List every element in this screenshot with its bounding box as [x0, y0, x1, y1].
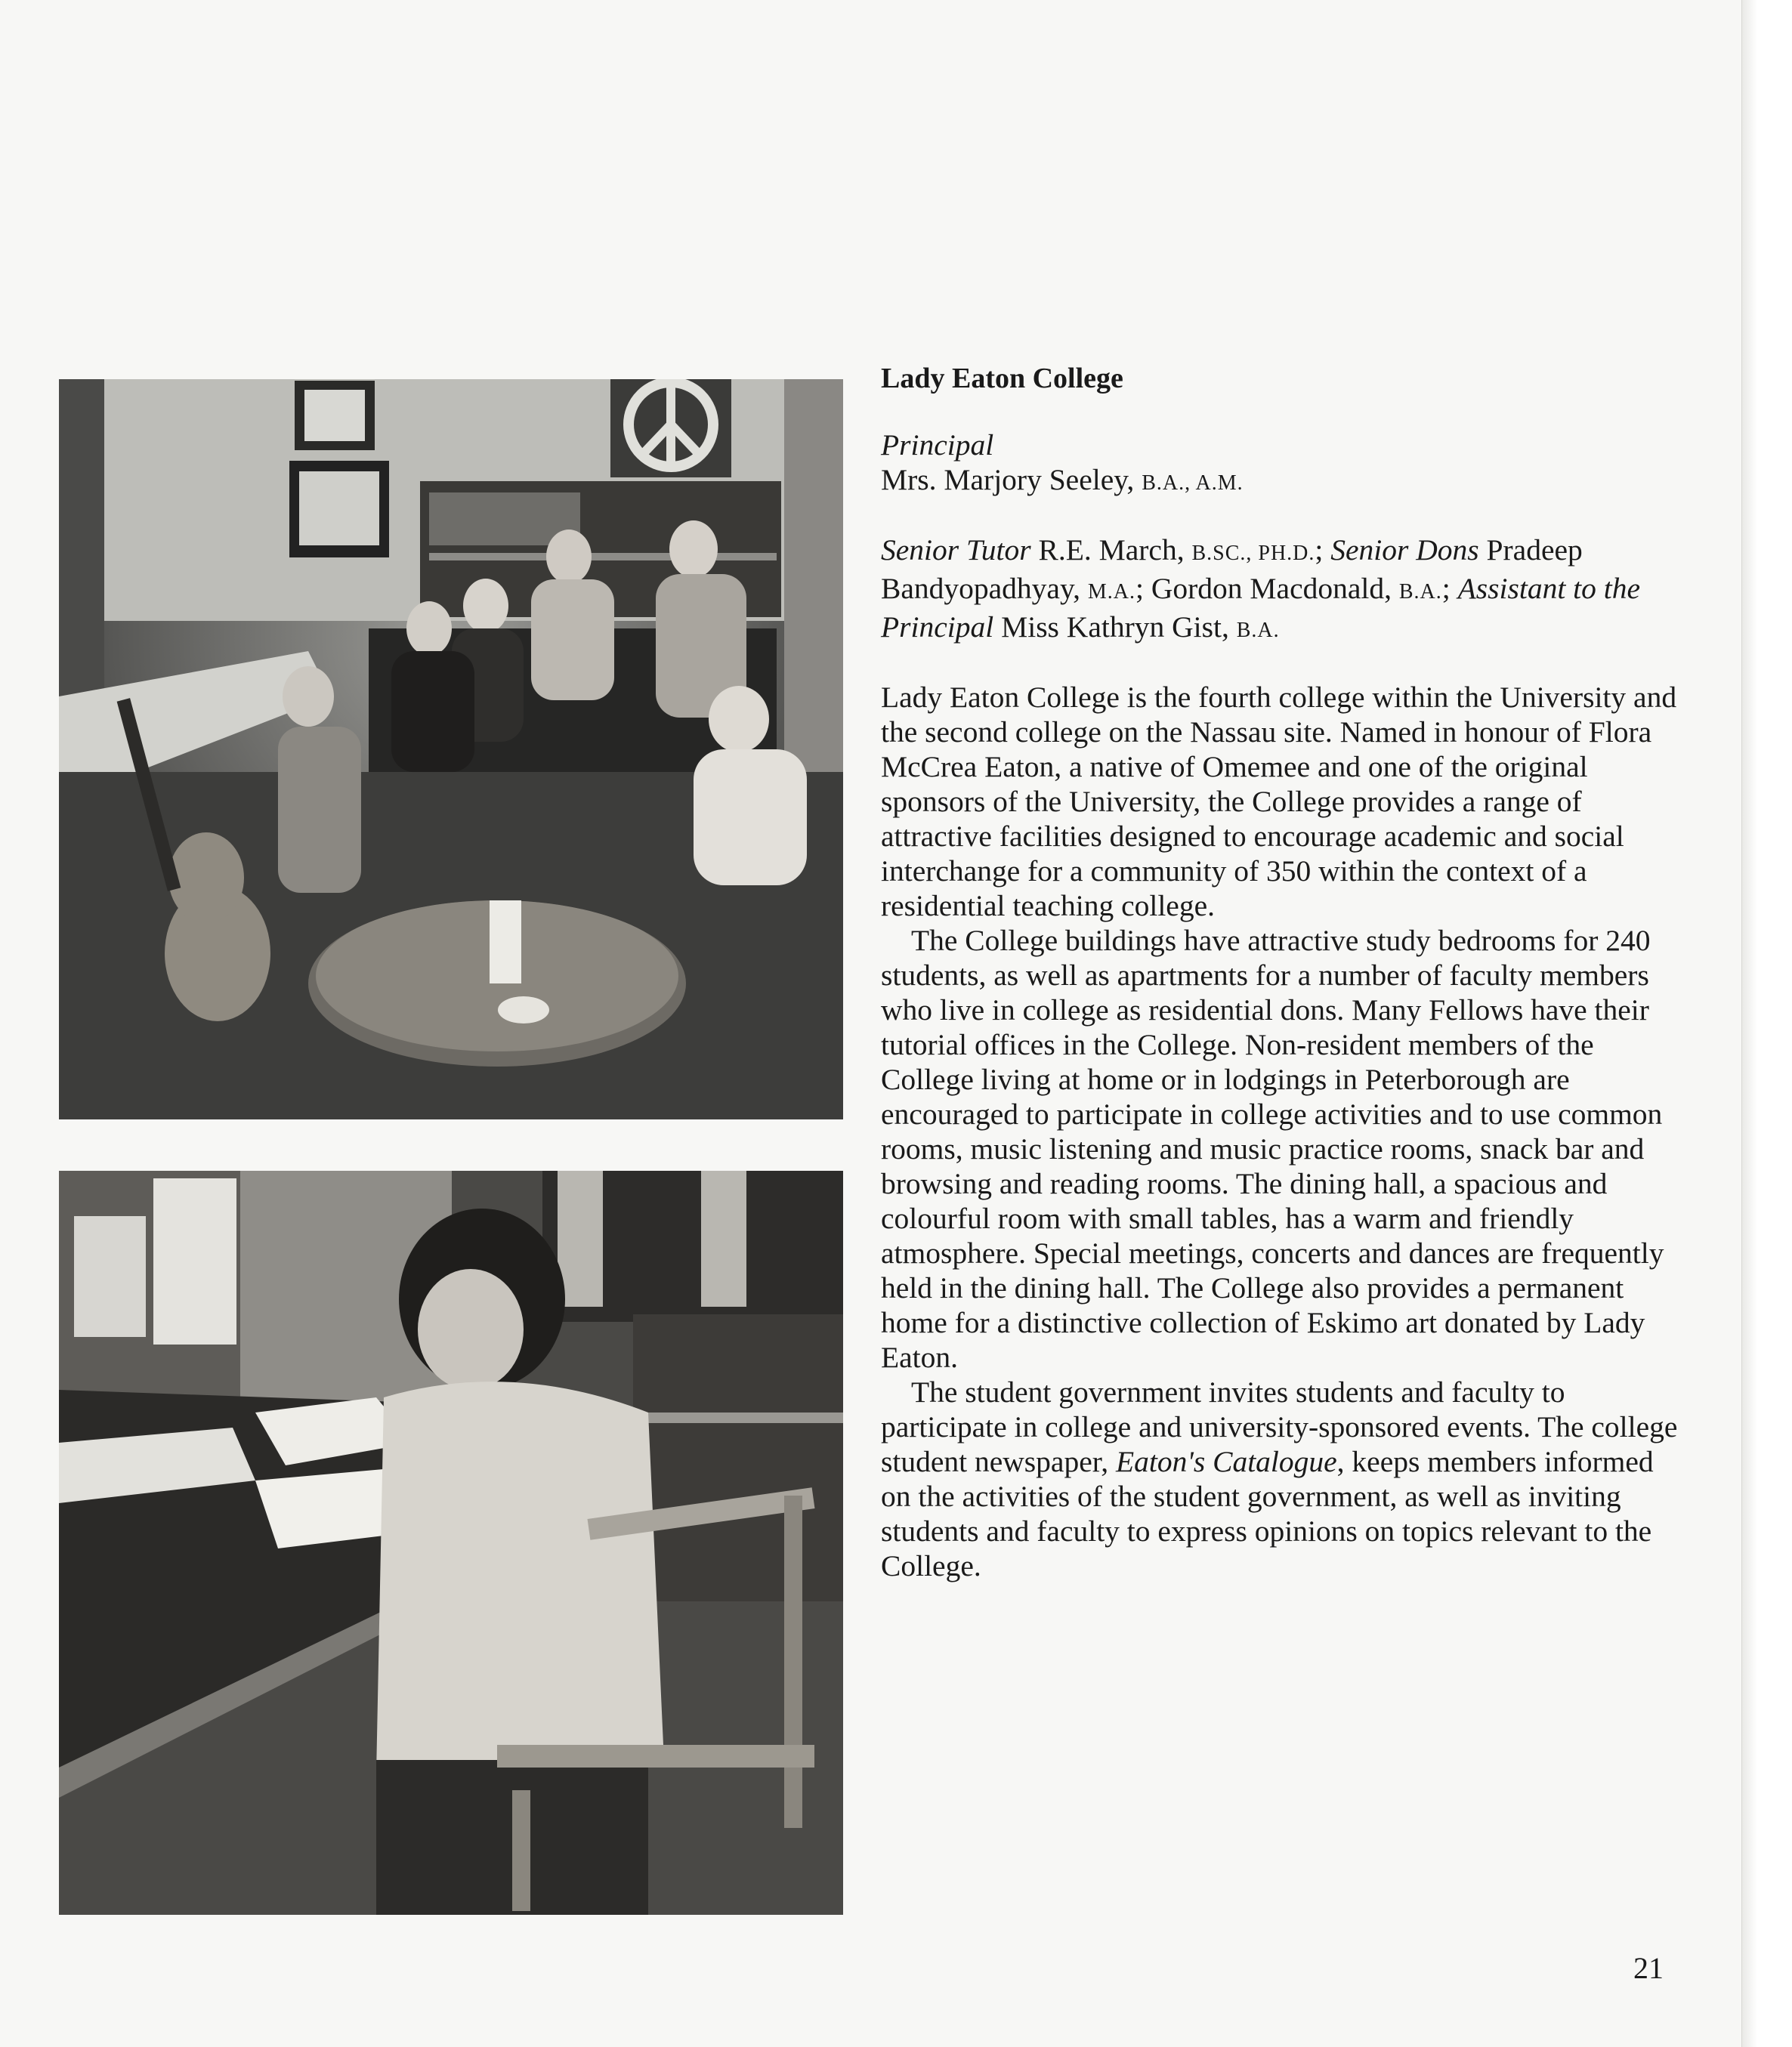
- student-desk-photo: [59, 1171, 843, 1915]
- newspaper-title: Eaton's Catalogue: [1116, 1445, 1337, 1478]
- principal-line: [881, 462, 1678, 501]
- don-degrees: B.A.: [1398, 580, 1442, 604]
- body-paragraph-1: Lady Eaton College is the fourth college within the University and the second college on the Nassau site. Named in honour of Flora McCrea Eaton, a native of Omemee and one of the original sponsors of the University, the College provides a range of attractive facilities designed to encourage academic and social interchange for a community of 350 within the context of a residential teaching college.: [881, 681, 1677, 922]
- paragraph-text: The student government invites students and faculty to participate in college and university-sponsored events. The college student newspaper,: [881, 1375, 1678, 1478]
- paragraph-text: , keeps members informed on the activities of the student government, as well as inviting students and faculty to express opinions on topics relevant to the College.: [881, 1445, 1654, 1582]
- body-paragraph-3: [881, 1375, 1678, 1583]
- text-column: [881, 361, 1678, 1583]
- don-degrees: M.A.: [1087, 580, 1136, 604]
- senior-tutor-degrees: B.SC., PH.D.: [1191, 542, 1315, 565]
- student-desk-photo-art: [59, 1171, 843, 1915]
- don-name: ; Gordon Macdonald,: [1135, 572, 1399, 605]
- don-name: Pradeep Bandyopadhyay,: [881, 533, 1583, 605]
- separator: ;: [1441, 572, 1458, 605]
- assistant-label: Assistant to the Principal: [881, 572, 1641, 644]
- body-paragraph-2: The College buildings have attractive study bedrooms for 240 students, as well as apartments for a number of faculty members who live in college as residential dons. Many Fellows have their tutorial offices in the College. Non-resident members of the College living at home or in lodgings in Peterborough are encouraged to participate in college activities and to use common rooms, music listening and music practice rooms, snack bar and browsing and reading rooms. The dining hall, a spacious and colourful room with small tables, has a warm and friendly atmosphere. Special meetings, concerts and dances are frequently held in the dining hall. The College also provides a permanent home for a distinctive collection of Eskimo art donated by Lady Eaton.: [881, 924, 1664, 1374]
- senior-tutor-label: Senior Tutor: [881, 533, 1031, 567]
- separator: ;: [1315, 533, 1331, 567]
- principal-label: Principal: [881, 428, 994, 462]
- senior-tutor-name: R.E. March,: [1030, 533, 1192, 567]
- assistant-name: Miss Kathryn Gist,: [993, 610, 1237, 644]
- page-number: 21: [1633, 1951, 1664, 1985]
- assistant-degrees: B.A.: [1236, 619, 1280, 642]
- page-edge: [1741, 0, 1792, 2047]
- staff-block: [881, 533, 1678, 648]
- principal-name: Mrs. Marjory Seeley,: [881, 463, 1142, 496]
- senior-dons-label: Senior Dons: [1330, 533, 1479, 567]
- common-room-photo: [59, 379, 843, 1119]
- common-room-photo-art: [59, 379, 843, 1119]
- principal-degrees: B.A., A.M.: [1142, 471, 1244, 495]
- principal-block: [881, 428, 1678, 501]
- college-heading: Lady Eaton College: [881, 363, 1123, 394]
